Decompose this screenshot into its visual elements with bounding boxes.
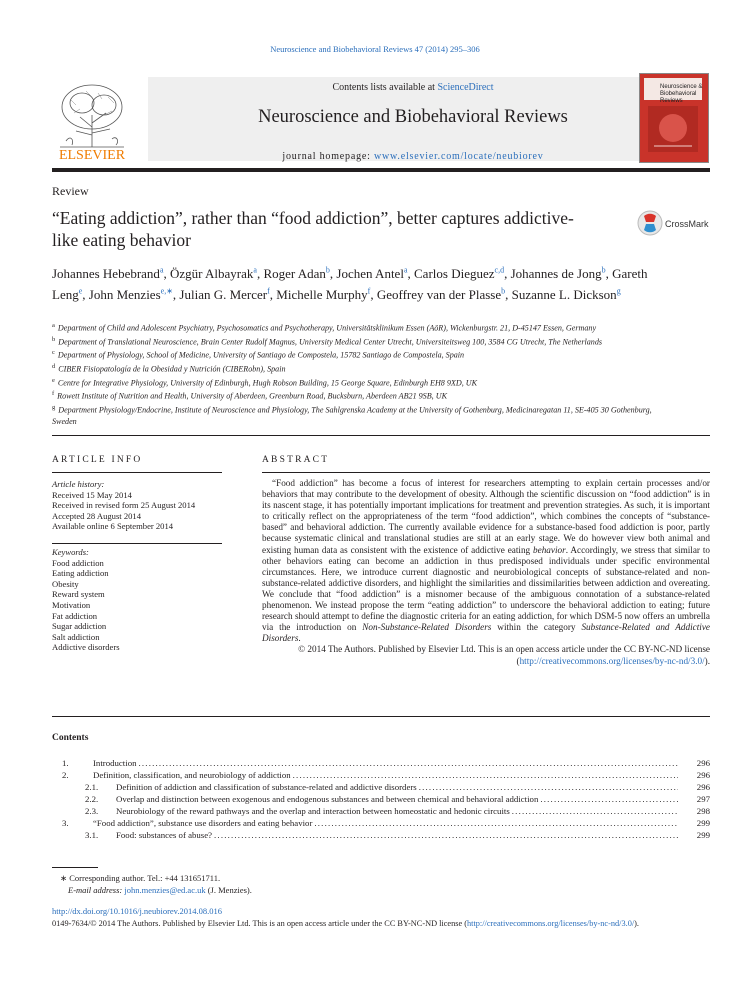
contents-availability: Contents lists available at ScienceDirect	[332, 82, 494, 93]
header-rule	[52, 168, 710, 172]
toc-page: 296	[696, 782, 710, 792]
author-name: Johannes Hebebrand	[52, 266, 160, 282]
author-affiliation-marker[interactable]: g	[616, 286, 621, 296]
history-item: Accepted 28 August 2014	[52, 510, 142, 521]
keyword-item: Eating addiction	[52, 568, 109, 579]
toc-leader	[214, 829, 678, 841]
author-name: Gareth Leng	[52, 266, 648, 303]
toc-leader	[314, 817, 678, 829]
journal-citation[interactable]: Neuroscience and Biobehavioral Reviews 47 (2014) 295–306	[270, 44, 480, 54]
toc-number: 2.	[62, 770, 69, 780]
toc-leader	[139, 757, 679, 769]
keywords-label: Keywords:	[52, 547, 89, 557]
toc-label[interactable]: “Food addiction”, substance use disorders and eating behavior	[93, 818, 313, 828]
elsevier-logo[interactable]	[52, 79, 132, 161]
keyword-item: Reward system	[52, 589, 105, 600]
affiliation-item: $^a$ Department of Child and Adolescent Psychiatry, Psychosomatics and Psychotherapy, Universitätsklinikum Essen (AöR), Wickenburgstr. 21, D-45147 Essen, Germany	[52, 322, 597, 333]
author-affiliation-marker[interactable]: b	[601, 266, 606, 275]
author-name: Carlos Dieguez	[414, 266, 495, 282]
author-affiliation-marker[interactable]: f	[267, 286, 270, 296]
author-name: Özgür Albayrak	[170, 266, 254, 282]
abstract-body	[262, 478, 710, 667]
toc-number: 3.	[62, 818, 69, 828]
author-affiliation-marker[interactable]: b	[325, 266, 330, 275]
toc-page: 296	[696, 758, 710, 768]
abstract-text: “Food addiction” has become a focus of interest for researchers attempting to explain certain processes and/or behaviors that may contribute to the development of obesity. Although the scientific discussion on “food addiction” is in its nascent stage, it has potentially important implications for treatment and prevention strategies. As such, it is important to critically reflect on the appropriateness of the term “food addiction”, which combines the concepts of “substance-based” and behavioral addiction. The currently available evidence for a substance-based food addiction is poor, partly because systematic clinical and translational studies are still at an early stage. We do however view both animal and existing human data as consistent with the existence of addictive eating behavior. Accordingly, we stress that similar to other behaviors eating can become an addiction in thus predisposed individuals under specific environmental circumstances. Here, we introduce current diagnostic and neurobiological concepts of substance-related and non-substance-related addictive disorders, and highlight the similarities and dissimilarities between addiction and overeating. We conclude that “food addiction” is a misnomer because of the ambiguous connotation of a substance-related phenomenon. We instead propose the term “eating addiction” to underscore the behavioral addiction to eating; future research should attempt to define the diagnostic criteria for an eating addiction, for which DSM-5 now offers an umbrella via the introduction on Non-Substance-Related Disorders within the category Substance-Related and Addictive Disorders.	[262, 478, 711, 644]
affiliation-rule	[52, 435, 710, 436]
crossmark-badge[interactable]	[636, 208, 716, 240]
article-title: “Eating addiction”, rather than “food addiction”, better captures addictive-like eating behavior	[52, 208, 574, 250]
toc-label[interactable]: Overlap and distinction between exogenous and endogenous substances and between chemical and behavioral addiction	[116, 794, 539, 804]
masthead	[52, 73, 710, 165]
author-name: Julian G. Mercer	[179, 287, 268, 303]
abstract-rule	[262, 472, 710, 473]
toc-number: 3.1.	[85, 830, 99, 840]
toc-label[interactable]: Food: substances of abuse?	[116, 830, 213, 840]
affiliation-item: $^g$ Department Physiology/Endocrine, Institute of Neuroscience and Physiology, The Sahlgrenska Academy at the University of Gothenburg, Medicinaregatan 11, SE-405 30 Gothenburg, Sweden	[52, 404, 652, 426]
author-name: Suzanne L. Dickson	[511, 287, 617, 303]
author-affiliation-marker[interactable]: e,∗	[160, 286, 173, 296]
author-name: Geoffrey van der Plasse	[376, 287, 502, 303]
toc-leader	[293, 769, 678, 781]
affiliation-item: $^b$ Department of Translational Neuroscience, Brain Center Rudolf Magnus, University Medical Center Utrecht, Universiteitsweg 100, 3584 CG Utrecht, The Netherlands	[52, 335, 603, 347]
author-list: Johannes Hebebrand$^a$, Özgür Albayrak$^a$, Roger Adan$^b$, Jochen Antel$^a$, Carlos Dieguez$^{c,d}$, Johannes de Jong$^b$, Gareth Leng$^e$, John Menzies$^{e,∗}$, Julian G. Mercer$^f$, Michelle Murphy$^f$, Geoffrey van der Plasse$^b$, Suzanne L. Dickson$^g$	[52, 266, 648, 303]
footer-license-link[interactable]: http://creativecommons.org/licenses/by-nc-nd/3.0/	[467, 919, 635, 928]
affiliation-item: $^d$ CIBER Fisiopatología de la Obesidad y Nutrición (CIBERobn), Spain	[52, 363, 286, 374]
author-name: Roger Adan	[263, 266, 326, 282]
author-affiliation-marker[interactable]: a	[159, 266, 164, 275]
toc-page: 299	[696, 818, 710, 828]
keyword-item: Food addiction	[52, 557, 104, 568]
affiliation-item: $^f$ Rowett Institute of Nutrition and Health, University of Aberdeen, Greenburn Road, Bucksburn, Aberdeen AB21 9SB, UK	[52, 390, 447, 402]
author-affiliation-marker[interactable]: a	[253, 266, 257, 275]
history-item: Available online 6 September 2014	[52, 521, 174, 532]
author-affiliation-marker[interactable]: a	[403, 266, 408, 275]
crossmark-icon	[636, 208, 716, 240]
author-name: John Menzies	[88, 287, 161, 303]
license-link[interactable]: http://creativecommons.org/licenses/by-nc-nd/3.0/	[519, 655, 705, 666]
journal-title: Neuroscience and Biobehavioral Reviews	[258, 107, 568, 127]
history-item: Received 15 May 2014	[52, 489, 132, 500]
svg-text:ELSEVIER: ELSEVIER	[58, 148, 126, 161]
toc-label[interactable]: Introduction	[93, 758, 137, 768]
abstract-copyright: © 2014 The Authors. Published by Elsevier Ltd. This is an open access article under the CC BY-NC-ND license (http://creativecommons.org/licenses/by-nc-nd/3.0/).	[298, 644, 710, 666]
author-name: Jochen Antel	[336, 266, 404, 282]
toc-page: 299	[696, 830, 710, 840]
toc-number: 2.2.	[85, 794, 99, 804]
article-history	[52, 479, 222, 532]
homepage-link[interactable]: www.elsevier.com/locate/neubiorev	[374, 151, 544, 162]
doi-link[interactable]: http://dx.doi.org/10.1016/j.neubiorev.2014.08.016	[52, 906, 222, 916]
keyword-item: Fat addiction	[52, 610, 98, 621]
journal-banner	[148, 77, 678, 161]
abstract-heading: ABSTRACT	[262, 455, 330, 465]
cover-title: Neuroscience & Biobehavioral Reviews	[660, 84, 703, 104]
toc-entry[interactable]	[52, 781, 710, 793]
keyword-item: Sugar addiction	[52, 621, 107, 632]
abstract-bottom-rule	[52, 716, 710, 717]
article-info-rule	[52, 472, 222, 473]
author-affiliation-marker[interactable]: e	[78, 286, 83, 296]
toc-number: 2.1.	[85, 782, 99, 792]
toc-page: 298	[696, 806, 710, 816]
affiliation-item: $^e$ Centre for Integrative Physiology, University of Edinburgh, Hugh Robson Building, 15 George Square, Edinburgh EH8 9XD, UK	[52, 376, 477, 388]
keyword-item: Obesity	[52, 578, 79, 589]
toc-leader	[512, 805, 678, 817]
history-label: Article history:	[52, 479, 105, 489]
keyword-item: Salt addiction	[52, 631, 100, 642]
corresponding-footnote	[52, 872, 552, 896]
author-name: Johannes de Jong	[510, 266, 602, 282]
svg-text:CrossMark: CrossMark	[665, 219, 709, 229]
journal-cover[interactable]	[639, 73, 709, 163]
toc-entry[interactable]	[52, 829, 710, 841]
toc-label[interactable]: Definition of addiction and classification of substance-related and addictive disorders	[116, 782, 417, 792]
elsevier-tree-icon	[52, 79, 132, 161]
affiliations	[52, 320, 662, 427]
author-affiliation-marker[interactable]: b	[501, 286, 506, 296]
email-link[interactable]: john.menzies@ed.ac.uk	[124, 885, 206, 895]
keyword-item: Addictive disorders	[52, 642, 120, 653]
affiliation-item: $^c$ Department of Physiology, School of Medicine, University of Santiago de Compostela, 15782 Santiago de Compostela, Spain	[52, 349, 465, 361]
keywords	[52, 547, 222, 653]
article-info-heading: ARTICLE INFO	[52, 455, 143, 465]
author-affiliation-marker[interactable]: c,d	[494, 266, 505, 275]
cover-art-icon	[648, 106, 698, 152]
toc-number: 1.	[62, 758, 69, 768]
toc-label[interactable]: Definition, classification, and neurobiology of addiction	[93, 770, 291, 780]
toc-page: 297	[696, 794, 710, 804]
author-affiliation-marker[interactable]: f	[367, 286, 371, 296]
toc-entry[interactable]	[52, 769, 710, 781]
license-footer: 0149-7634/© 2014 The Authors. Published by Elsevier Ltd. This is an open access article under the CC BY-NC-ND license (http://creativecommons.org/licenses/by-nc-nd/3.0/).	[52, 919, 639, 928]
toc-number: 2.3.	[85, 806, 99, 816]
table-of-contents	[52, 757, 710, 847]
history-item: Received in revised form 25 August 2014	[52, 500, 196, 511]
toc-leader	[540, 793, 678, 805]
toc-label[interactable]: Neurobiology of the reward pathways and the overlap and interaction between homeostatic and hedonic circuits	[116, 806, 510, 816]
sciencedirect-link[interactable]: ScienceDirect	[437, 82, 494, 93]
keywords-rule	[52, 543, 222, 544]
footnote-rule	[52, 867, 98, 868]
article-type: Review	[52, 184, 89, 198]
toc-entry[interactable]	[52, 793, 710, 805]
toc-leader	[419, 781, 678, 793]
corresponding-author: ∗ Corresponding author. Tel.: +44 131651711.	[60, 873, 221, 883]
contents-heading: Contents	[52, 733, 89, 743]
email-line: E-mail address: john.menzies@ed.ac.uk (J. Menzies).	[68, 885, 252, 895]
toc-entry[interactable]	[52, 757, 710, 769]
toc-entry[interactable]	[52, 817, 710, 829]
toc-page: 296	[696, 770, 710, 780]
author-name: Michelle Murphy	[276, 287, 368, 303]
keyword-item: Motivation	[52, 599, 91, 610]
journal-homepage: journal homepage: www.elsevier.com/locate/neubiorev	[282, 151, 544, 162]
toc-entry[interactable]	[52, 805, 710, 817]
